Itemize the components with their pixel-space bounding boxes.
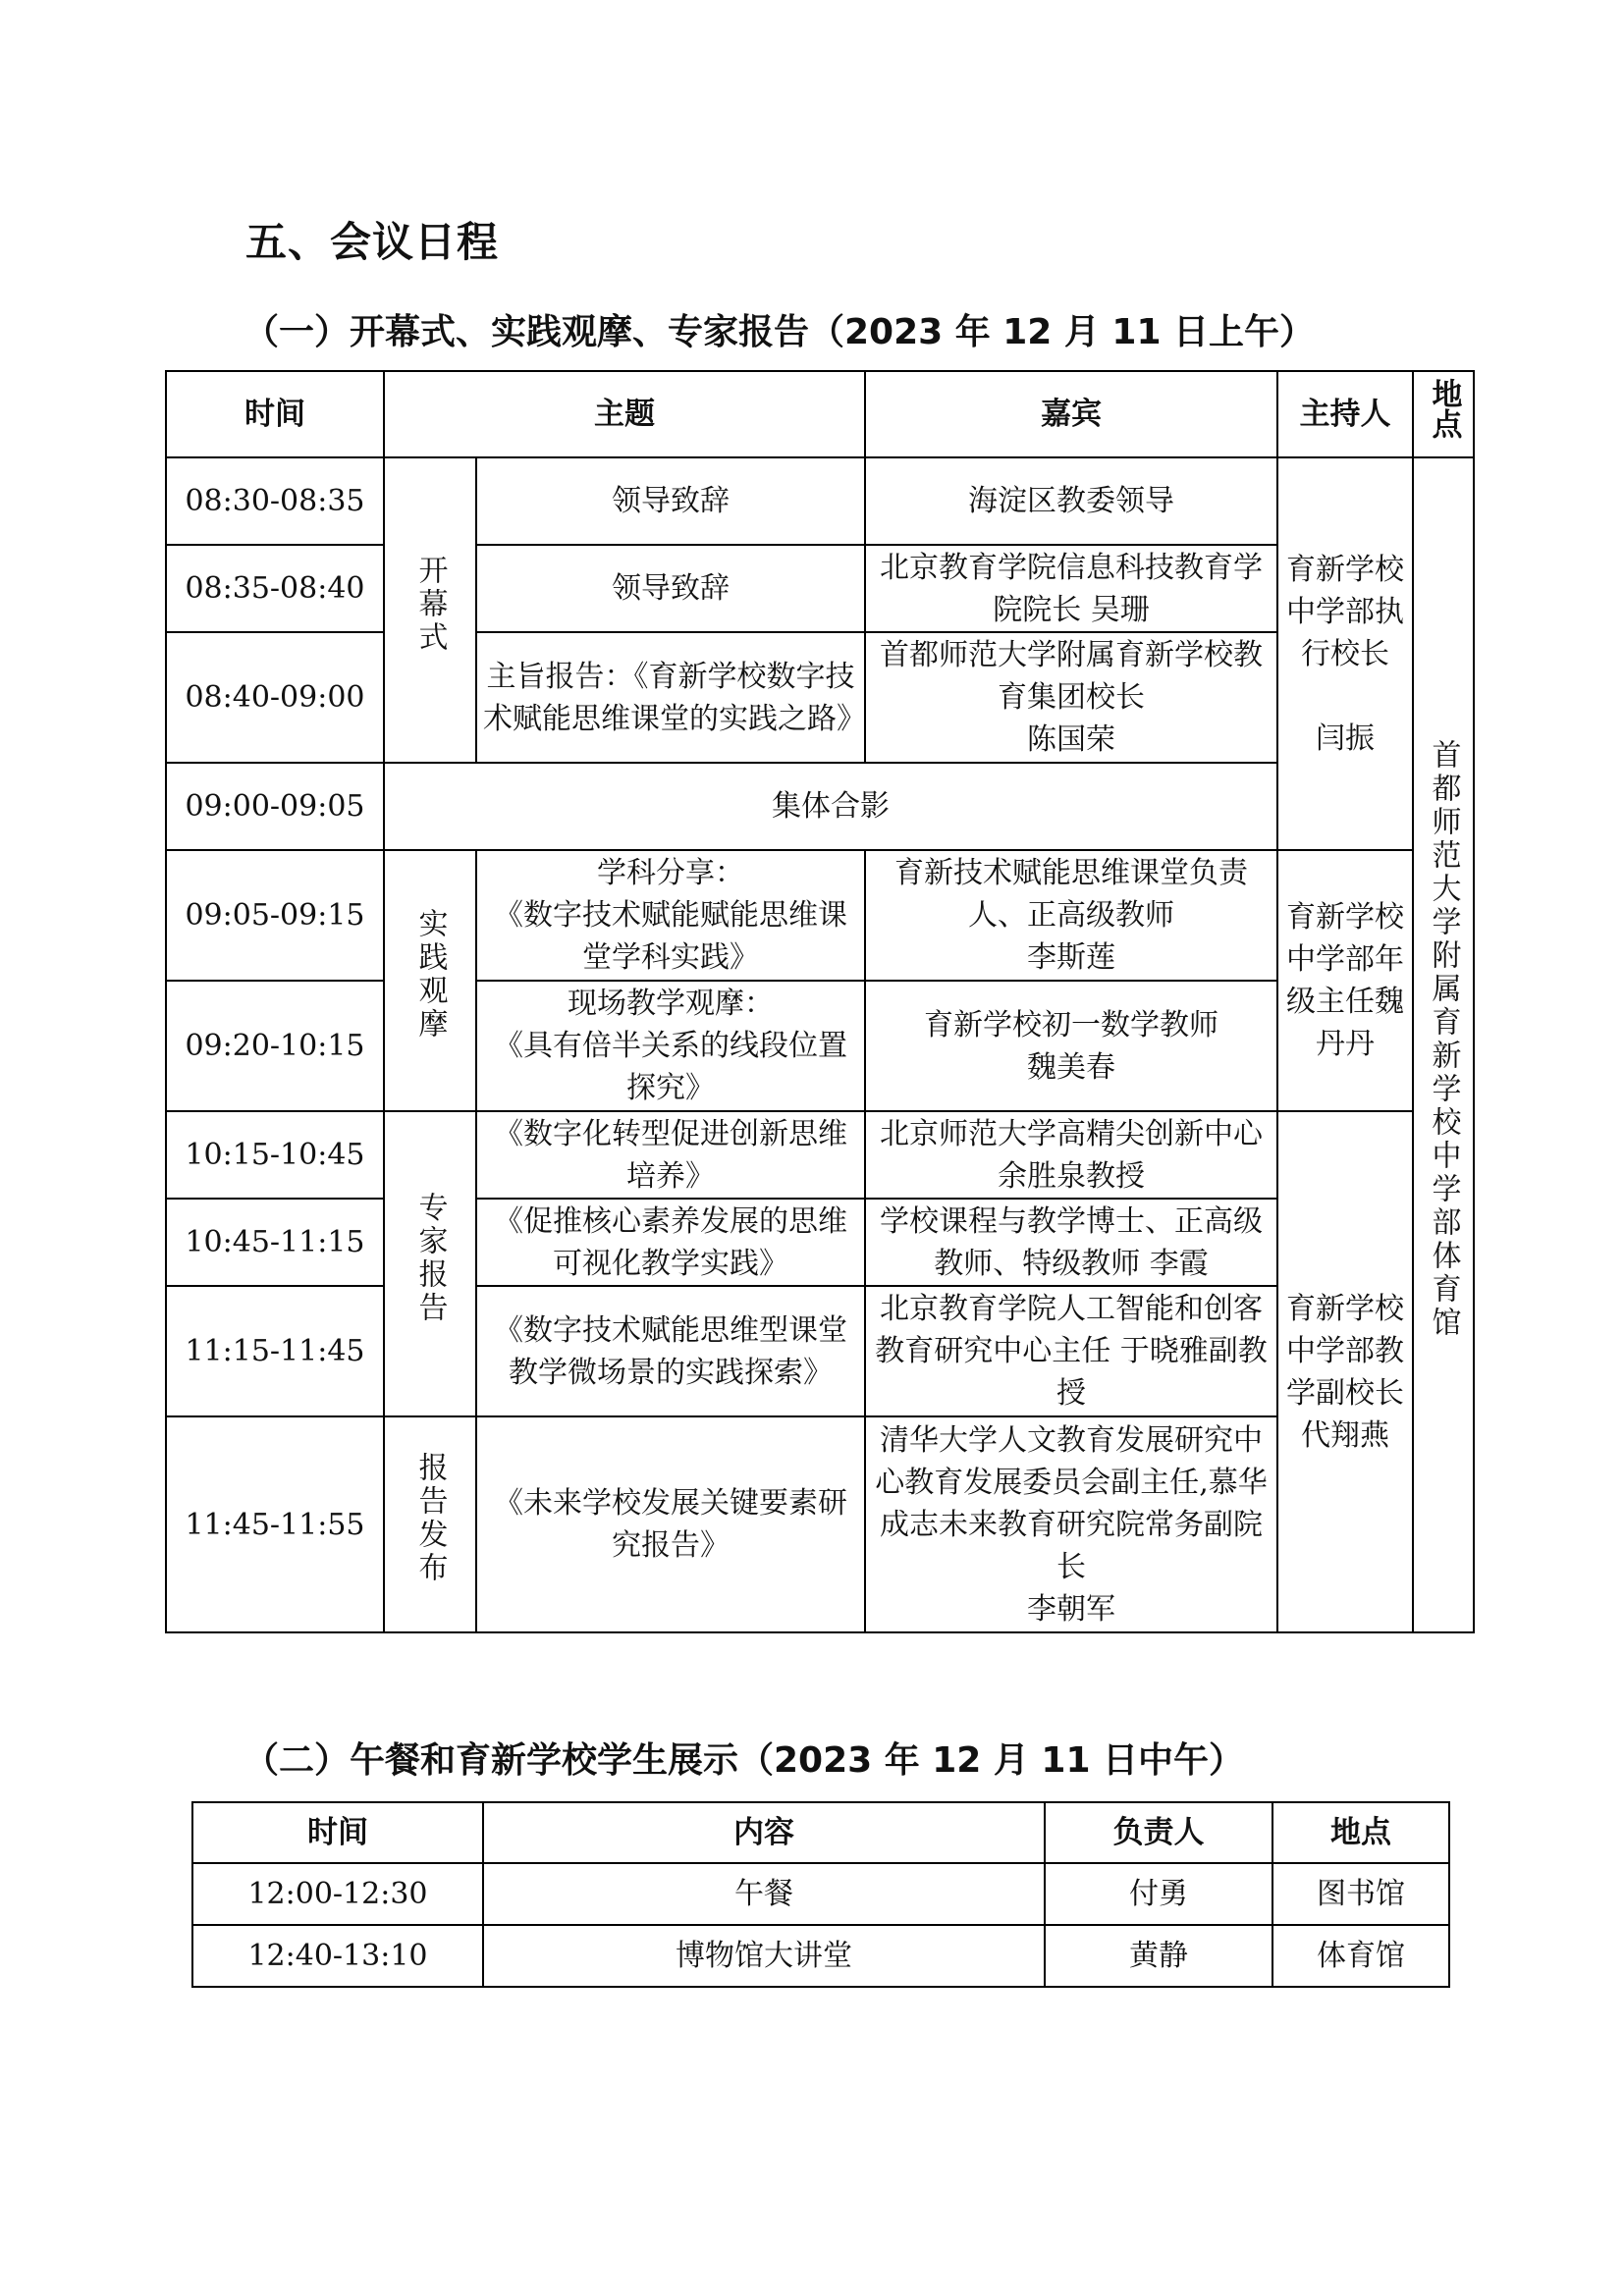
row-owner: 付勇 [1045, 1863, 1272, 1925]
row-owner: 黄静 [1045, 1925, 1272, 1987]
header-location: 地点 [1272, 1802, 1449, 1863]
row-topic: 现场教学观摩： 《具有倍半关系的线段位置探究》 [476, 981, 865, 1111]
header-topic: 主题 [384, 371, 865, 457]
row-guest: 首都师范大学附属育新学校教育集团校长 陈国荣 [865, 632, 1277, 763]
host-3: 育新学校中学部教学副校长代翔燕 [1277, 1111, 1413, 1632]
table-header-row [166, 371, 1474, 457]
morning-schedule-table [165, 370, 1475, 1633]
header-content: 内容 [483, 1802, 1045, 1863]
row-time: 09:00-09:05 [166, 763, 384, 850]
row-guest: 北京教育学院信息科技教育学院院长 吴珊 [865, 545, 1277, 632]
group-opening: 开幕式 [384, 457, 476, 763]
row-time: 10:15-10:45 [166, 1111, 384, 1199]
row-time: 10:45-11:15 [166, 1199, 384, 1286]
row-time: 08:35-08:40 [166, 545, 384, 632]
row-guest: 育新技术赋能思维课堂负责人、正高级教师 李斯莲 [865, 850, 1277, 981]
page-heading: 五、会议日程 [245, 218, 500, 266]
row-guest: 海淀区教委领导 [865, 457, 1277, 545]
row-time: 11:45-11:55 [166, 1416, 384, 1632]
header-host: 主持人 [1277, 371, 1413, 457]
noon-schedule-table [191, 1801, 1450, 1988]
table-row [166, 850, 1474, 981]
row-guest: 学校课程与教学博士、正高级教师、特级教师 李霞 [865, 1199, 1277, 1286]
table-row [166, 457, 1474, 545]
row-topic: 学科分享： 《数字技术赋能赋能思维课堂学科实践》 [476, 850, 865, 981]
row-content: 午餐 [483, 1863, 1045, 1925]
table-row [166, 1111, 1474, 1199]
row-topic: 集体合影 [384, 763, 1277, 850]
row-time: 09:20-10:15 [166, 981, 384, 1111]
row-time: 08:40-09:00 [166, 632, 384, 763]
row-time: 09:05-09:15 [166, 850, 384, 981]
row-time: 08:30-08:35 [166, 457, 384, 545]
row-guest: 清华大学人文教育发展研究中心教育发展委员会副主任,慕华成志未来教育研究院常务副院长 李朝军 [865, 1416, 1277, 1632]
header-time: 时间 [166, 371, 384, 457]
row-guest: 北京师范大学高精尖创新中心 余胜泉教授 [865, 1111, 1277, 1199]
row-content: 博物馆大讲堂 [483, 1925, 1045, 1987]
header-time: 时间 [192, 1802, 483, 1863]
header-owner: 负责人 [1045, 1802, 1272, 1863]
row-time: 11:15-11:45 [166, 1286, 384, 1416]
table-row [192, 1863, 1449, 1925]
header-location: 地点 [1413, 371, 1474, 457]
row-time: 12:40-13:10 [192, 1925, 483, 1987]
host-2: 育新学校中学部年级主任魏丹丹 [1277, 850, 1413, 1111]
row-location: 图书馆 [1272, 1863, 1449, 1925]
row-guest: 北京教育学院人工智能和创客教育研究中心主任 于晓雅副教授 [865, 1286, 1277, 1416]
row-topic: 《数字化转型促进创新思维培养》 [476, 1111, 865, 1199]
row-topic: 主旨报告：《育新学校数字技术赋能思维课堂的实践之路》 [476, 632, 865, 763]
section2-title: （二）午餐和育新学校学生展示（2023 年 12 月 11 日中午） [244, 1740, 1245, 1781]
row-time: 12:00-12:30 [192, 1863, 483, 1925]
row-topic: 《未来学校发展关键要素研究报告》 [476, 1416, 865, 1632]
section1-title: （一）开幕式、实践观摩、专家报告（2023 年 12 月 11 日上午） [244, 312, 1316, 352]
location-cell: 首都师范大学附属育新学校中学部体育馆 [1413, 457, 1474, 1632]
table-row [192, 1925, 1449, 1987]
group-practice: 实践观摩 [384, 850, 476, 1111]
group-release: 报告发布 [384, 1416, 476, 1632]
row-guest: 育新学校初一数学教师 魏美春 [865, 981, 1277, 1111]
row-topic: 领导致辞 [476, 545, 865, 632]
host-1: 育新学校中学部执行校长 闫振 [1277, 457, 1413, 850]
group-experts: 专家报告 [384, 1111, 476, 1416]
row-topic: 《促推核心素养发展的思维可视化教学实践》 [476, 1199, 865, 1286]
table-header-row [192, 1802, 1449, 1863]
header-guest: 嘉宾 [865, 371, 1277, 457]
row-location: 体育馆 [1272, 1925, 1449, 1987]
row-topic: 领导致辞 [476, 457, 865, 545]
row-topic: 《数字技术赋能思维型课堂教学微场景的实践探索》 [476, 1286, 865, 1416]
